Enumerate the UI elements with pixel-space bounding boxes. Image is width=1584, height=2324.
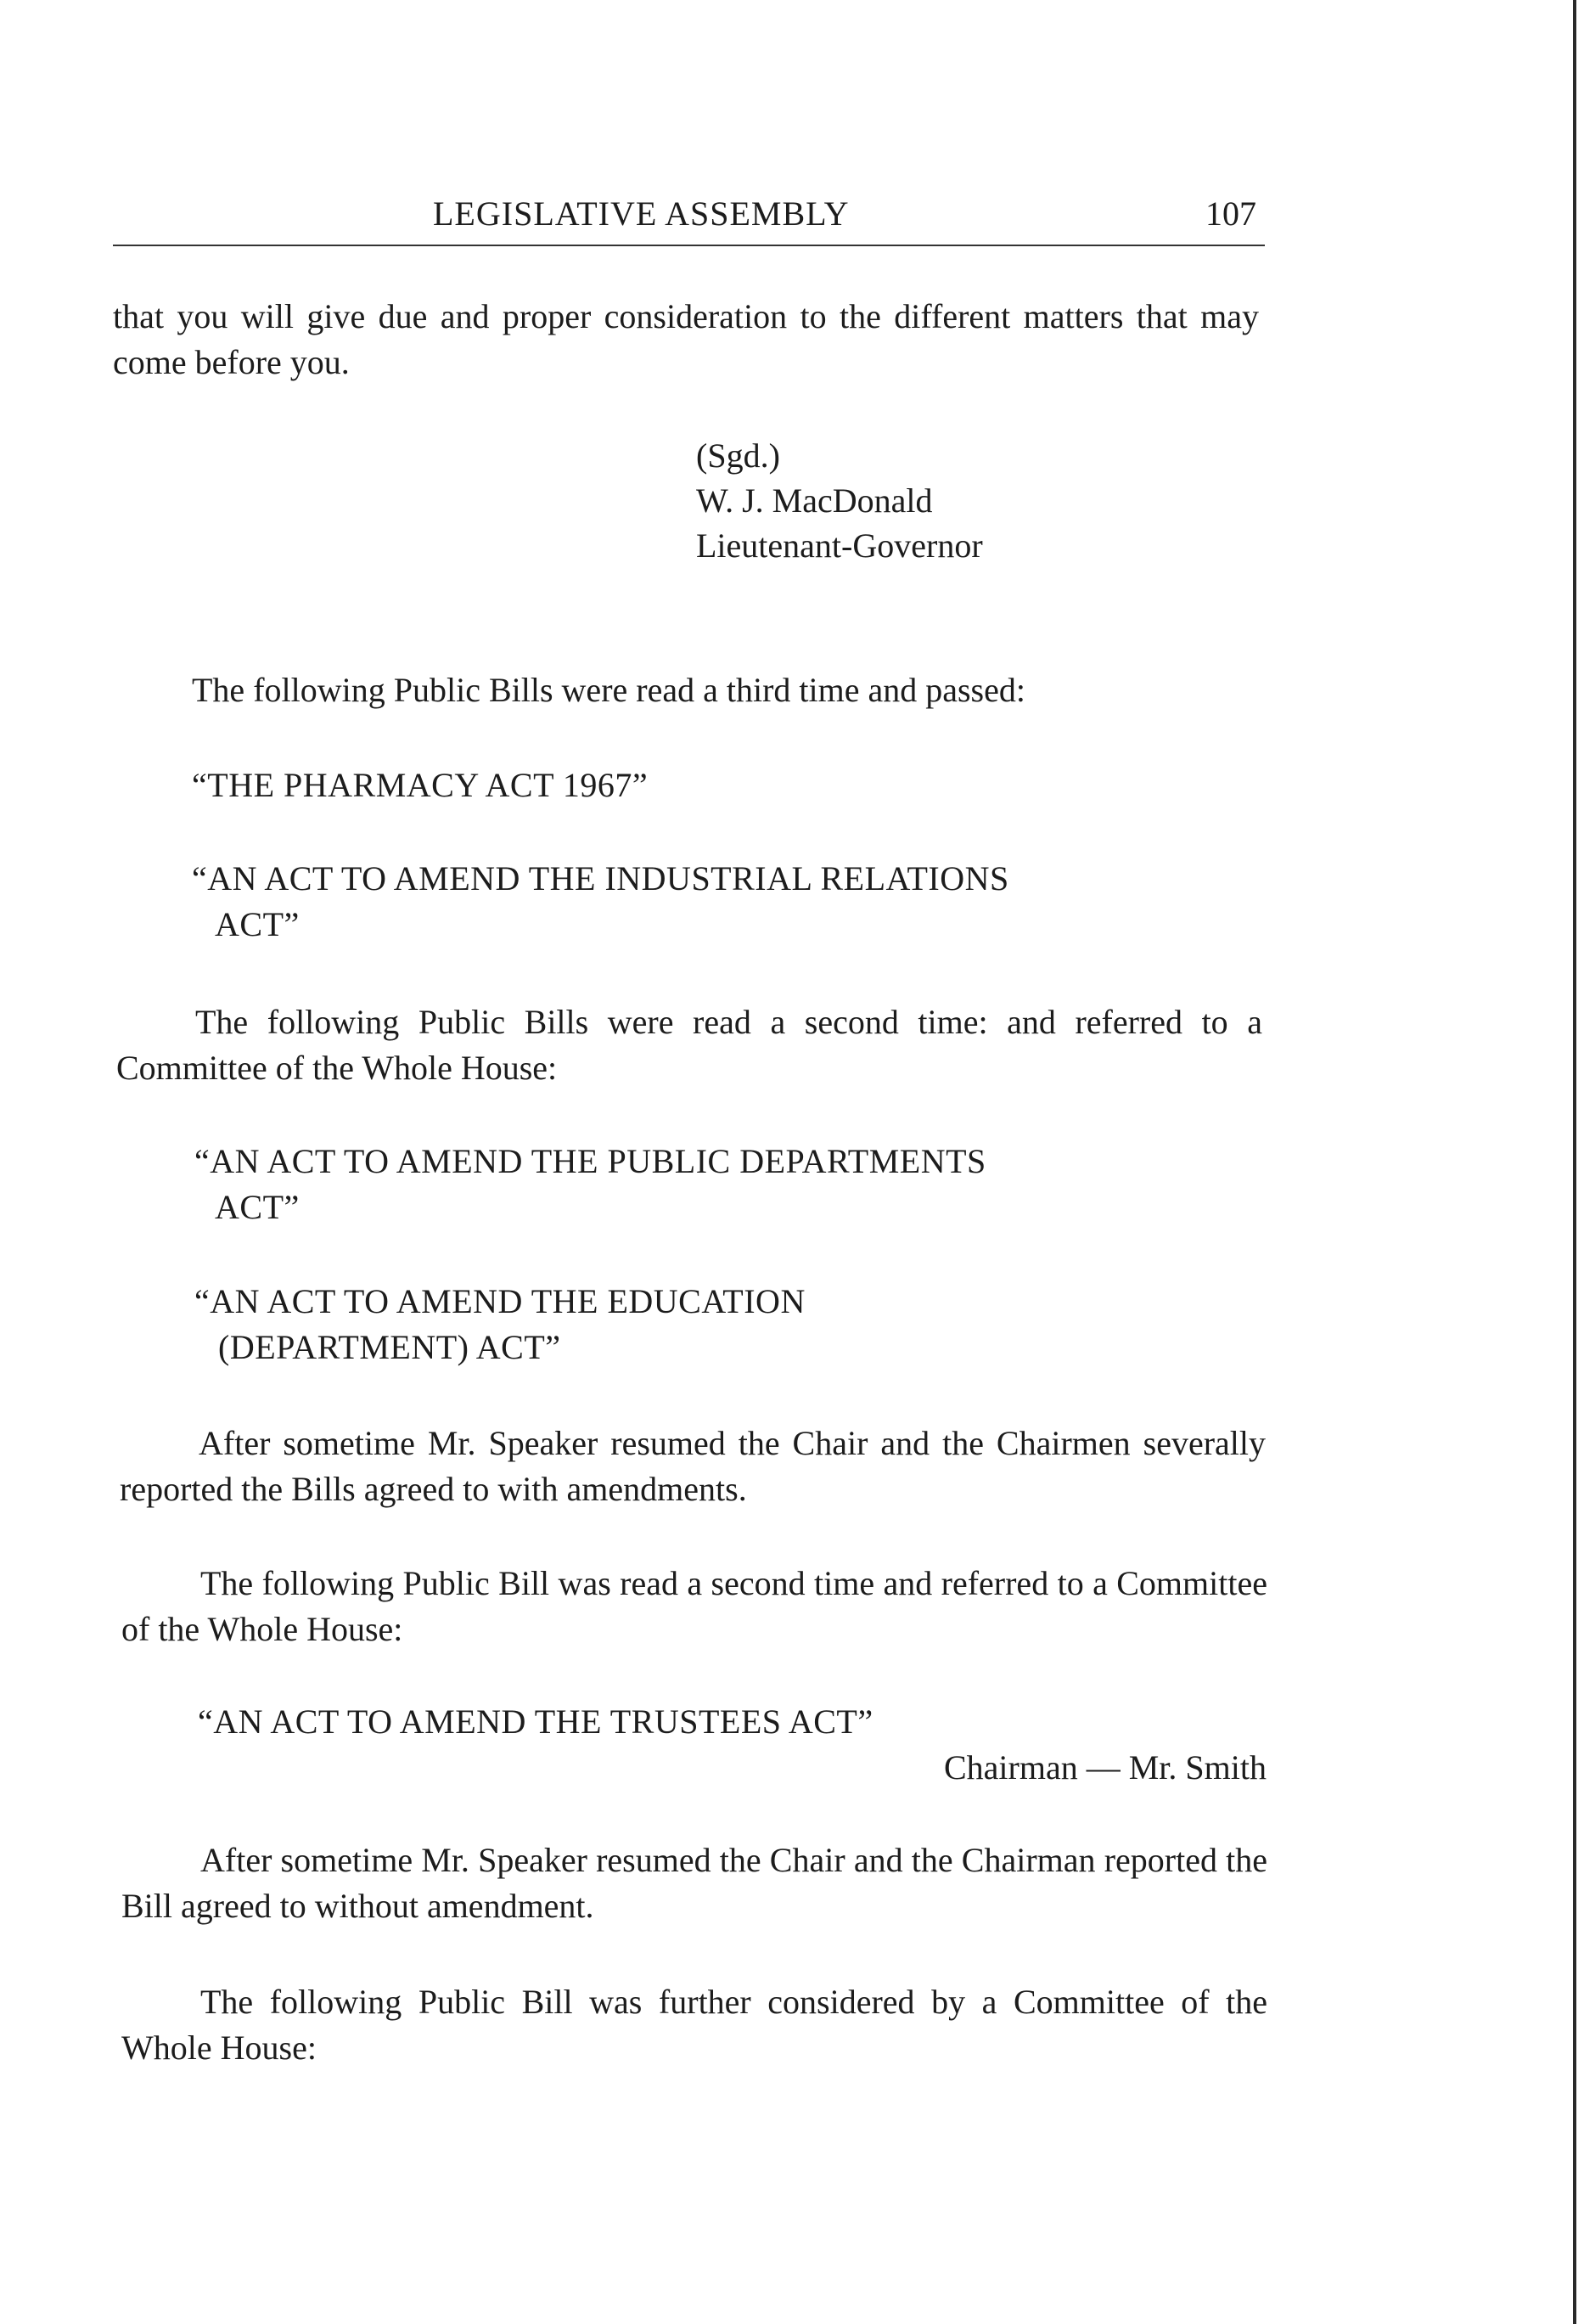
signature-block [696,433,983,568]
bill-title-education-line2: (DEPARTMENT) ACT” [218,1328,561,1366]
paragraph-second-reading-single: The following Public Bill was read a second time and referred to a Committee of the Whole House: [121,1564,1267,1648]
paragraph-second-reading: The following Public Bills were read a second time: and referred to a Committee of the Whole House: [116,1003,1262,1087]
signature-sgd: (Sgd.) [696,436,780,475]
paragraph-third-reading: The following Public Bills were read a third time and passed: [192,671,1025,709]
bill-title-trustees: “AN ACT TO AMEND THE TRUSTEES ACT” [198,1702,873,1741]
signature-name: W. J. MacDonald [696,481,933,520]
paragraph-further-considered: The following Public Bill was further considered by a Committee of the Whole House: [121,1983,1267,2067]
running-header [113,194,1265,246]
page-number: 107 [1205,194,1256,233]
paragraph-reported-amendments: After sometime Mr. Speaker resumed the Chair and the Chairmen severally reported the Bills agreed to with amendments. [120,1424,1266,1508]
bill-title-pharmacy: “THE PHARMACY ACT 1967” [192,766,649,804]
signature-title: Lieutenant-Governor [696,526,983,565]
bill-title-public-departments-line2: ACT” [215,1188,300,1226]
bill-title-education-line1: “AN ACT TO AMEND THE EDUCATION [194,1282,806,1320]
running-title: LEGISLATIVE ASSEMBLY [433,194,850,233]
bill-title-industrial-line2: ACT” [215,905,300,943]
bill-title-industrial-line1: “AN ACT TO AMEND THE INDUSTRIAL RELATIONS [192,859,1009,898]
paragraph-opening: that you will give due and proper consideration to the different matters that may come before you. [113,297,1259,381]
paragraph-reported-no-amendment: After sometime Mr. Speaker resumed the Chair and the Chairman reported the Bill agreed to without amendment. [121,1841,1267,1925]
bill-title-public-departments-line1: “AN ACT TO AMEND THE PUBLIC DEPARTMENTS [194,1142,986,1180]
chairman-line: Chairman — Mr. Smith [944,1748,1267,1787]
page-edge-line [1573,0,1576,2324]
